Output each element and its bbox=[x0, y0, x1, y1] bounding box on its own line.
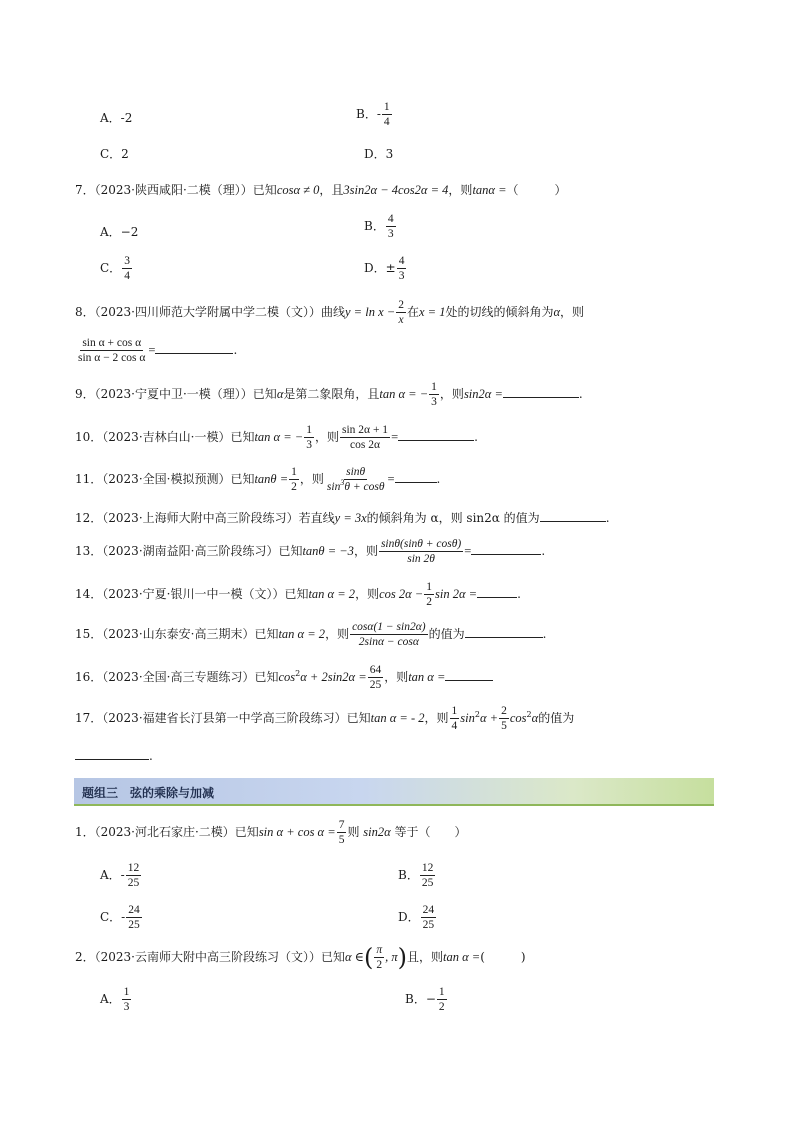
answer-blank[interactable] bbox=[75, 748, 149, 760]
answer-blank[interactable] bbox=[465, 626, 543, 638]
q7-option-d: D．± $\frac{4}{3}$ bbox=[364, 255, 405, 282]
s1-option-a: A．- $\frac{12}{25}$ bbox=[100, 862, 140, 889]
answer-blank[interactable] bbox=[398, 429, 474, 441]
q8-expression: $\frac{\text{sin α + cos α}}{\text{sin α − 2 cos α}}$ = . bbox=[78, 337, 238, 364]
q7-option-b: B． $\frac{4}{3}$ bbox=[364, 213, 394, 240]
q6-option-b: B．- $\frac{1}{4}$ bbox=[356, 101, 390, 128]
s1-option-d: D． $\frac{24}{25}$ bbox=[398, 904, 435, 931]
q17-answer-line: . bbox=[75, 748, 153, 763]
s1-option-c: C．- $\frac{24}{25}$ bbox=[100, 904, 140, 931]
q7-option-a: A．−2 bbox=[100, 225, 139, 239]
answer-blank[interactable] bbox=[471, 543, 541, 555]
answer-blank[interactable] bbox=[477, 586, 517, 598]
s2-option-a: A． $\frac{1}{3}$ bbox=[100, 986, 130, 1013]
answer-blank[interactable] bbox=[155, 342, 233, 354]
q7-option-c: C． $\frac{3}{4}$ bbox=[100, 255, 130, 282]
question-9: 9．（2023·宁夏中卫·一模（理））已知α是第二象限角，且tan α = − $\frac{1}{3}$ ，则sin2α = . bbox=[75, 381, 583, 408]
question-16: 16．（2023·全国·高三专题练习）已知$\cos^2\alpha + 2\sin 2\alpha$ = $\frac{64}{25}$ ，则tan α = bbox=[75, 663, 493, 692]
question-13: 13．（2023·湖南益阳·高三阶段练习）已知tanθ = −3，则 $\frac{\sin\theta(\sin\theta + \cos\theta)}{\sin 2\theta}$ = . bbox=[75, 538, 546, 565]
section-question-1: 1．（2023·河北石家庄·二模）已知sin α + cos α = $\frac{7}{5}$ 则 sin2α 等于（ ） bbox=[75, 819, 467, 846]
question-11: 11．（2023·全国·模拟预测）已知tanθ = $\frac{1}{2}$ ，则 $\frac{\sin\theta}{\sin^3\theta + \cos\theta}$ = . bbox=[75, 466, 441, 493]
section-header bbox=[74, 778, 714, 806]
q6-option-a: A．-2 bbox=[100, 111, 133, 125]
question-15: 15．（2023·山东泰安·高三期末）已知tan α = 2，则 $\frac{\cos\alpha(1 - \sin 2\alpha)}{2\sin\alpha - \cos\alpha}$ 的值为 . bbox=[75, 621, 547, 648]
q6-option-c: C．2 bbox=[100, 147, 129, 161]
q6-option-d: D．3 bbox=[364, 147, 394, 161]
answer-blank[interactable] bbox=[503, 386, 579, 398]
question-10: 10．（2023·吉林白山·一模）已知tan α = − $\frac{1}{3}$ ，则 $\frac{\sin 2\alpha + 1}{\cos 2\alpha}$ = . bbox=[75, 424, 478, 451]
question-12: 12．（2023·上海师大附中高三阶段练习）若直线y = 3x的倾斜角为 α，则 sin2α 的值为 . bbox=[75, 511, 610, 525]
question-17: 17．（2023·福建省长汀县第一中学高三阶段练习）已知tan α = - 2，则 $\frac{1}{4}$ $\sin^2\alpha$ + $\frac{2}{5}$ $\cos^2\alpha$的值为 bbox=[75, 705, 575, 732]
section-question-2: 2．（2023·云南师大附中高三阶段练习（文））已知α ∈( $\frac{\pi}{2}$ , π)且，则tan α =( ) bbox=[75, 943, 526, 972]
answer-blank[interactable] bbox=[445, 669, 493, 681]
answer-blank[interactable] bbox=[395, 471, 437, 483]
question-14: 14．（2023·宁夏·银川一中一模（文））已知tan α = 2，则cos 2α − $\frac{1}{2}$ sin 2α = . bbox=[75, 581, 521, 608]
section-title: 题组三 弦的乘除与加减 bbox=[82, 786, 215, 800]
s1-option-b: B． $\frac{12}{25}$ bbox=[398, 862, 434, 889]
s2-option-b: B．− $\frac{1}{2}$ bbox=[405, 986, 445, 1013]
question-8: 8．（2023·四川师范大学附属中学二模（文））曲线y = ln x − $\frac{2}{x}$ 在x = 1处的切线的倾斜角为α，则 bbox=[75, 299, 585, 326]
answer-blank[interactable] bbox=[540, 510, 606, 522]
question-7: 7．（2023·陕西咸阳·二模（理））已知cosα ≠ 0，且3sin2α − 4cos2α = 4，则tanα =（ ） bbox=[75, 183, 567, 197]
